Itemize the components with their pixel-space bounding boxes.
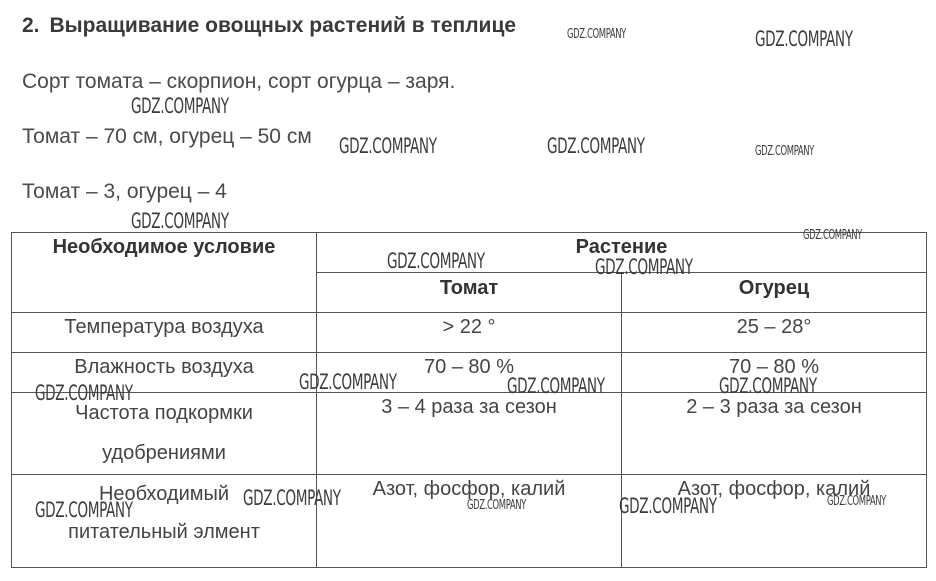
watermark: GDZ.COMPANY: [803, 228, 862, 243]
table-row: [12, 393, 927, 475]
answer-line-varieties: Сорт томата – скорпион, сорт огурца – заря.: [22, 70, 456, 93]
header-cucumber: Огурец: [622, 273, 927, 313]
cell-condition: Необходимый питательный элмент: [12, 475, 317, 568]
cell-cucumber: 2 – 3 раза за сезон: [622, 393, 927, 475]
watermark: GDZ.COMPANY: [35, 498, 133, 522]
answer-line-count: Томат – 3, огурец – 4: [22, 180, 227, 203]
watermark: GDZ.COMPANY: [299, 370, 397, 394]
header-condition: Необходимое условие: [12, 233, 317, 313]
watermark: GDZ.COMPANY: [547, 134, 645, 158]
watermark: GDZ.COMPANY: [719, 374, 817, 398]
table-row: [12, 313, 927, 353]
watermark: GDZ.COMPANY: [35, 381, 133, 405]
watermark: GDZ.COMPANY: [567, 27, 626, 42]
watermark: GDZ.COMPANY: [131, 209, 229, 233]
cell-condition: Температура воздуха: [12, 313, 317, 353]
cell-tomato: > 22 °: [317, 313, 622, 353]
table-row: [12, 475, 927, 568]
watermark: GDZ.COMPANY: [243, 486, 341, 510]
cell-tomato: Азот, фосфор, калий: [317, 475, 622, 568]
watermark: GDZ.COMPANY: [755, 144, 814, 159]
watermark: GDZ.COMPANY: [755, 27, 853, 51]
section-number: 2.: [22, 14, 40, 37]
watermark: GDZ.COMPANY: [387, 249, 485, 273]
cell-cucumber: 70 – 80 %: [622, 353, 927, 393]
watermark: GDZ.COMPANY: [595, 255, 693, 279]
watermark: GDZ.COMPANY: [339, 134, 437, 158]
cell-tomato: 70 – 80 %: [317, 353, 622, 393]
table-row: [12, 353, 927, 393]
cell-cucumber: Азот, фосфор, калий: [622, 475, 927, 568]
cell-tomato: 3 – 4 раза за сезон: [317, 393, 622, 475]
watermark: GDZ.COMPANY: [131, 94, 229, 118]
cell-condition: Влажность воздуха: [12, 353, 317, 393]
cell-cucumber: 25 – 28°: [622, 313, 927, 353]
cell-condition: Частота подкормки удобрениями: [12, 393, 317, 475]
header-plant: Растение: [317, 233, 927, 273]
watermark: GDZ.COMPANY: [467, 498, 526, 513]
header-tomato: Томат: [317, 273, 622, 313]
watermark: GDZ.COMPANY: [507, 374, 605, 398]
section-title: Выращивание овощных растений в теплице: [49, 14, 517, 37]
section-heading: [22, 14, 516, 38]
conditions-table: [11, 232, 927, 568]
watermark: GDZ.COMPANY: [619, 494, 717, 518]
answer-line-height: Томат – 70 см, огурец – 50 см: [22, 125, 312, 148]
watermark: GDZ.COMPANY: [827, 494, 886, 509]
